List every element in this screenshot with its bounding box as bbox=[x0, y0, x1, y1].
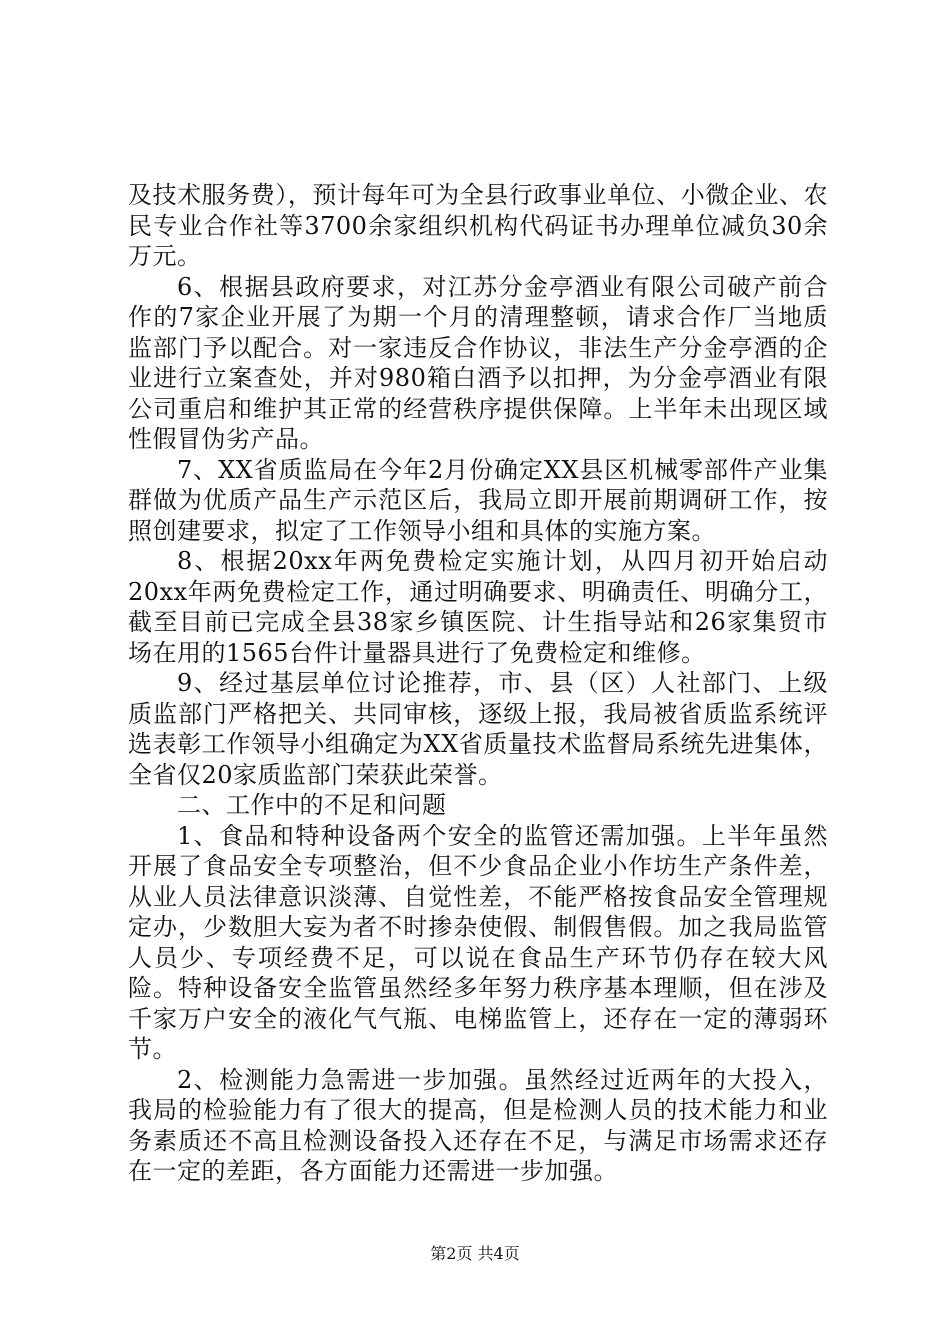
paragraph-item-8: 8、根据20xx年两免费检定实施计划，从四月初开始启动20xx年两免费检定工作，通过明确要求、明确责任、明确分工，截至目前已完成全县38家乡镇医院、计生指导站和26家集贸市场在用的1565台件计量器具进行了免费检定和维修。 bbox=[128, 547, 828, 667]
paragraph-problem-1: 1、食品和特种设备两个安全的监管还需加强。上半年虽然开展了食品安全专项整治，但不少食品企业小作坊生产条件差，从业人员法律意识淡薄、自觉性差，不能严格按食品安全管理规定办，少数胆大妄为者不时掺杂使假、制假售假。加之我局监管人员少、专项经费不足，可以说在食品生产环节仍存在较大风险。特种设备安全监管虽然经多年努力秩序基本理顺，但在涉及千家万户安全的液化气气瓶、电梯监管上，还存在一定的薄弱环节。 bbox=[128, 821, 828, 1063]
page-footer: 第2页 共4页 bbox=[430, 1244, 520, 1263]
paragraph-continuation: 及技术服务费），预计每年可为全县行政事业单位、小微企业、农民专业合作社等3700余家组织机构代码证书办理单位减负30余万元。 bbox=[128, 181, 828, 270]
paragraph-item-9: 9、经过基层单位讨论推荐，市、县（区）人社部门、上级质监部门严格把关、共同审核，逐级上报，我局被省质监系统评选表彰工作领导小组确定为XX省质量技术监督局系统先进集体，全省仅20家质监部门荣获此荣誉。 bbox=[128, 669, 828, 789]
document-body bbox=[128, 180, 828, 1187]
section-heading-problems: 二、工作中的不足和问题 bbox=[177, 791, 447, 819]
paragraph-problem-2: 2、检测能力急需进一步加强。虽然经过近两年的大投入，我局的检验能力有了很大的提高，但是检测人员的技术能力和业务素质还不高且检测设备投入还存在不足，与满足市场需求还存在一定的差距，各方面能力还需进一步加强。 bbox=[128, 1065, 828, 1185]
paragraph-item-7: 7、XX省质监局在今年2月份确定XX县区机械零部件产业集群做为优质产品生产示范区后，我局立即开展前期调研工作，按照创建要求，拟定了工作领导小组和具体的实施方案。 bbox=[128, 455, 828, 545]
paragraph-item-6: 6、根据县政府要求，对江苏分金亭酒业有限公司破产前合作的7家企业开展了为期一个月的清理整顿，请求合作厂当地质监部门予以配合。对一家违反合作协议，非法生产分金亭酒的企业进行立案查处，并对980箱白酒予以扣押，为分金亭酒业有限公司重启和维护其正常的经营秩序提供保障。上半年未出现区域性假冒伪劣产品。 bbox=[128, 272, 828, 453]
